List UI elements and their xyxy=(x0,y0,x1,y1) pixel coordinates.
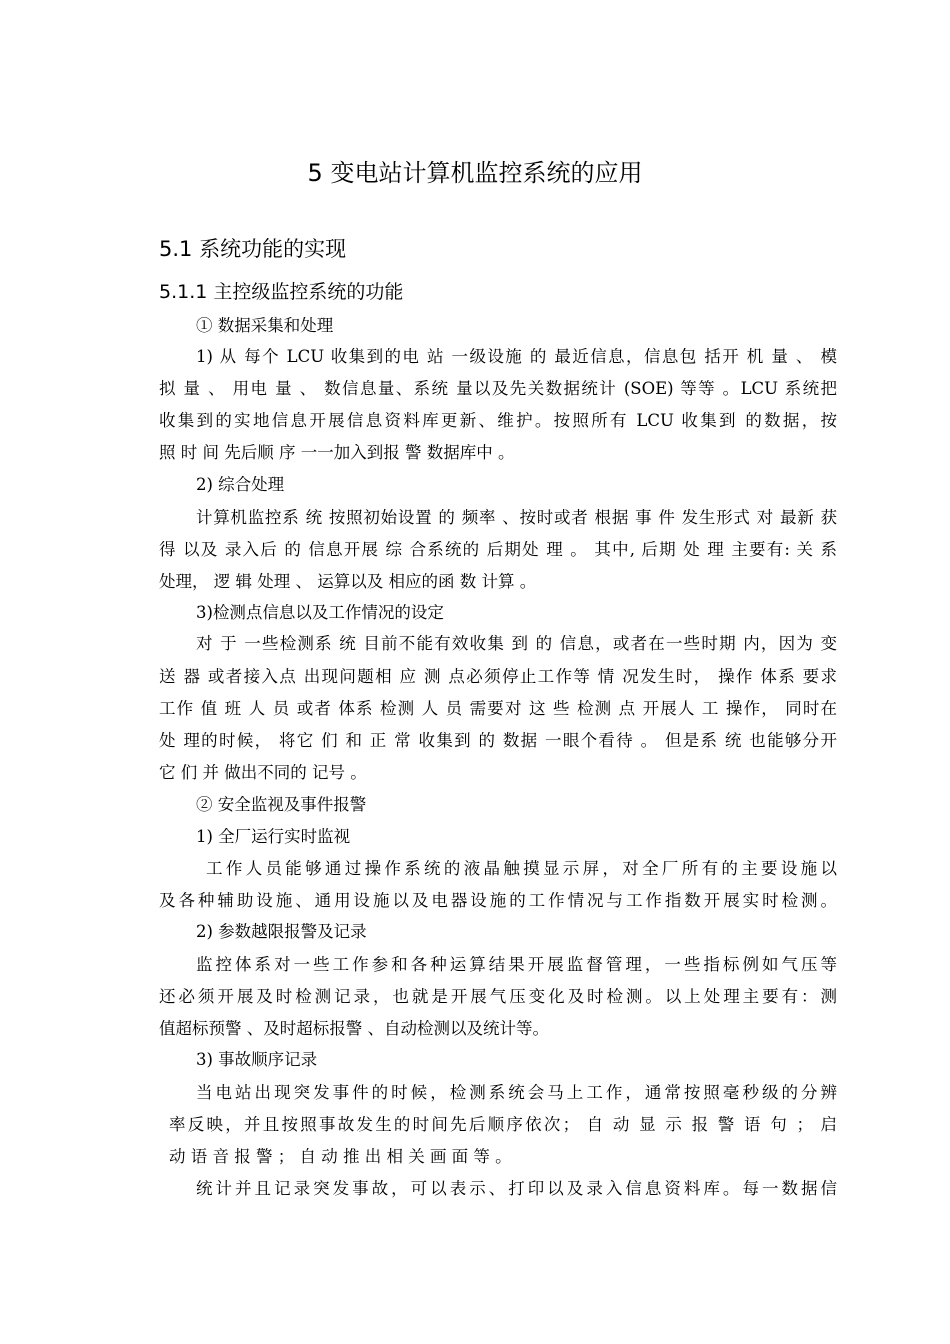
paragraph-line: 得 以及 录入后 的 信息开展 综 合系统的 后期处 理 。 其中, 后期 处 理 主要有: 关 系 xyxy=(159,540,837,559)
paragraph-line: 拟 量 、 用电 量 、 数信息量、系统 量以及先关数据统计 (SOE) 等等 。LCU 系统把 xyxy=(159,379,837,398)
paragraph-line: 当电站出现突发事件的时候，检测系统会马上工作，通常按照毫秒级的分辨 xyxy=(196,1083,837,1102)
item-heading-point-settings: 3)检测点信息以及工作情况的设定 xyxy=(196,603,444,622)
paragraph-line: 还必须开展及时检测记录，也就是开展气压变化及时检测。以上处理主要有：测 xyxy=(159,987,837,1006)
paragraph-line: 统计并且记录突发事故，可以表示、打印以及录入信息资料库。每一数据信 xyxy=(196,1179,837,1198)
paragraph-line: 处理， 逻 辑 处理 、 运算以及 相应的函 数 计算 。 xyxy=(159,572,537,591)
paragraph-line: 值超标预警 、及时超标报警 、自动检测以及统计等。 xyxy=(159,1019,549,1038)
subsection-title: 5.1.1 主控级监控系统的功能 xyxy=(159,281,404,303)
paragraph-line: 工作 值 班 人 员 或者 体系 检测 人 员 需要对 这 些 检测 点 开展人 工 操作， 同时在 xyxy=(159,699,837,718)
list-heading-safety-monitoring: ② 安全监视及事件报警 xyxy=(196,795,367,814)
item-heading-comprehensive-processing: 2) 综合处理 xyxy=(196,475,285,494)
list-heading-data-acquisition: ① 数据采集和处理 xyxy=(196,316,334,335)
paragraph-line: 监控体系对一些工作参和各种运算结果开展监督管理，一些指标例如气压等 xyxy=(196,955,837,974)
paragraph-line: 它 们 并 做出不同的 记号 。 xyxy=(159,763,367,782)
section-title: 5.1 系统功能的实现 xyxy=(159,237,347,261)
paragraph-line: 送 器 或者接入点 出现问题相 应 测 点必须停止工作等 情 况发生时， 操作 体系 要求 xyxy=(159,667,837,686)
item-heading-realtime-monitoring: 1) 全厂运行实时监视 xyxy=(196,827,351,846)
paragraph-line: 1) 从 每个 LCU 收集到的电 站 一级设施 的 最近信息，信息包 括开 机 量 、 模 xyxy=(196,347,837,366)
paragraph-line: 动 语 音 报 警 ； 自 动 推 出 相 关 画 面 等 。 xyxy=(169,1147,512,1166)
paragraph-line: 及各种辅助设施、通用设施以及电器设施的工作情况与工作指数开展实时检测。 xyxy=(159,891,837,910)
paragraph-line: 照 时 间 先后顺 序 一一加入到报 警 数据库中 。 xyxy=(159,443,515,462)
paragraph-line: 收集到的实地信息开展信息资料库更新、维护。按照所有 LCU 收集到 的数据，按 xyxy=(159,411,837,430)
paragraph-line: 计算机监控系 统 按照初始设置 的 频率 、按时或者 根据 事 件 发生形式 对 最新 获 xyxy=(196,508,837,527)
paragraph-line: 对 于 一些检测系 统 目前不能有效收集 到 的 信息，或者在一些时期 内，因为 变 xyxy=(196,634,837,653)
item-heading-limit-alarm: 2) 参数越限报警及记录 xyxy=(196,922,367,941)
paragraph-line: 处 理的时候， 将它 们 和 正 常 收集到 的 数据 一眼个看待 。 但是系 统 也能够分开 xyxy=(159,731,837,750)
paragraph-line: 工作人员能够通过操作系统的液晶触摸显示屏，对全厂所有的主要设施以 xyxy=(206,859,837,878)
paragraph-line: 率反映，并且按照事故发生的时间先后顺序依次； 自 动 显 示 报 警 语 句 ； 启 xyxy=(169,1115,837,1134)
chapter-title: 5 变电站计算机监控系统的应用 xyxy=(307,159,643,187)
item-heading-event-sequence: 3) 事故顺序记录 xyxy=(196,1050,318,1069)
